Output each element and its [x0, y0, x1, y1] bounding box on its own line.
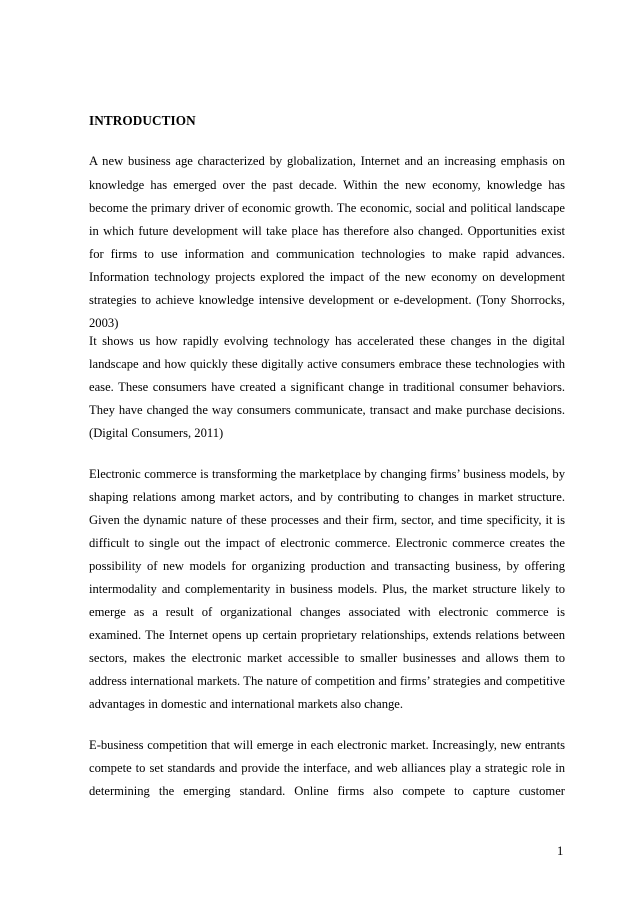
text-line: Electronic commerce is transforming the marketplace by changing firms’ business models, by	[89, 467, 565, 481]
text-line: A new business age characterized by globalization, Internet and an increasing emphasis on	[89, 154, 565, 168]
text-line: Given the dynamic nature of these processes and their firm, sector, and time specificity, it is	[89, 513, 565, 527]
text-line: sectors, makes the electronic market accessible to smaller businesses and allows them to	[89, 651, 565, 665]
text-line: knowledge has emerged over the past decade. Within the new economy, knowledge has	[89, 178, 565, 192]
page-number: 1	[557, 844, 564, 858]
text-line: landscape and how quickly these digitally active consumers embrace these technologies with	[89, 357, 565, 371]
text-line: It shows us how rapidly evolving technology has accelerated these changes in the digital	[89, 334, 565, 348]
text-line: address international markets. The nature of competition and firms’ strategies and competitive	[89, 674, 565, 688]
text-line: compete to set standards and provide the interface, and web alliances play a strategic role in	[89, 761, 565, 775]
text-line: difficult to single out the impact of electronic commerce. Electronic commerce creates the	[89, 536, 565, 550]
text-line: 2003)	[89, 316, 119, 330]
text-line: E-business competition that will emerge in each electronic market. Increasingly, new entrants	[89, 738, 565, 752]
text-line: intermodality and complementarity in business models. Plus, the market structure likely to	[89, 582, 565, 596]
text-line: become the primary driver of economic growth. The economic, social and political landscape	[89, 201, 565, 215]
text-line: They have changed the way consumers communicate, transact and make purchase decisions.	[89, 403, 565, 417]
text-line: (Digital Consumers, 2011)	[89, 426, 224, 440]
text-line: advantages in domestic and international markets also change.	[89, 697, 404, 711]
text-line: shaping relations among market actors, and by contributing to changes in market structure.	[89, 490, 565, 504]
text-line: possibility of new models for organizing production and transacting business, by offering	[89, 559, 565, 573]
text-line: Information technology projects explored the impact of the new economy on development	[89, 270, 565, 284]
text-line: determining the emerging standard. Online firms also compete to capture customer	[89, 784, 565, 798]
section-heading: INTRODUCTION	[89, 113, 196, 128]
text-line: examined. The Internet opens up certain proprietary relationships, extends relations between	[89, 628, 565, 642]
text-line: in which future development will take place has therefore also changed. Opportunities exist	[89, 224, 565, 238]
text-line: ease. These consumers have created a significant change in traditional consumer behaviors.	[89, 380, 565, 394]
text-line: for firms to use information and communication technologies to make rapid advances.	[89, 247, 565, 261]
text-line: strategies to achieve knowledge intensive development or e-development. (Tony Shorrocks,	[89, 293, 565, 307]
text-line: emerge as a result of organizational changes associated with electronic commerce is	[89, 605, 565, 619]
